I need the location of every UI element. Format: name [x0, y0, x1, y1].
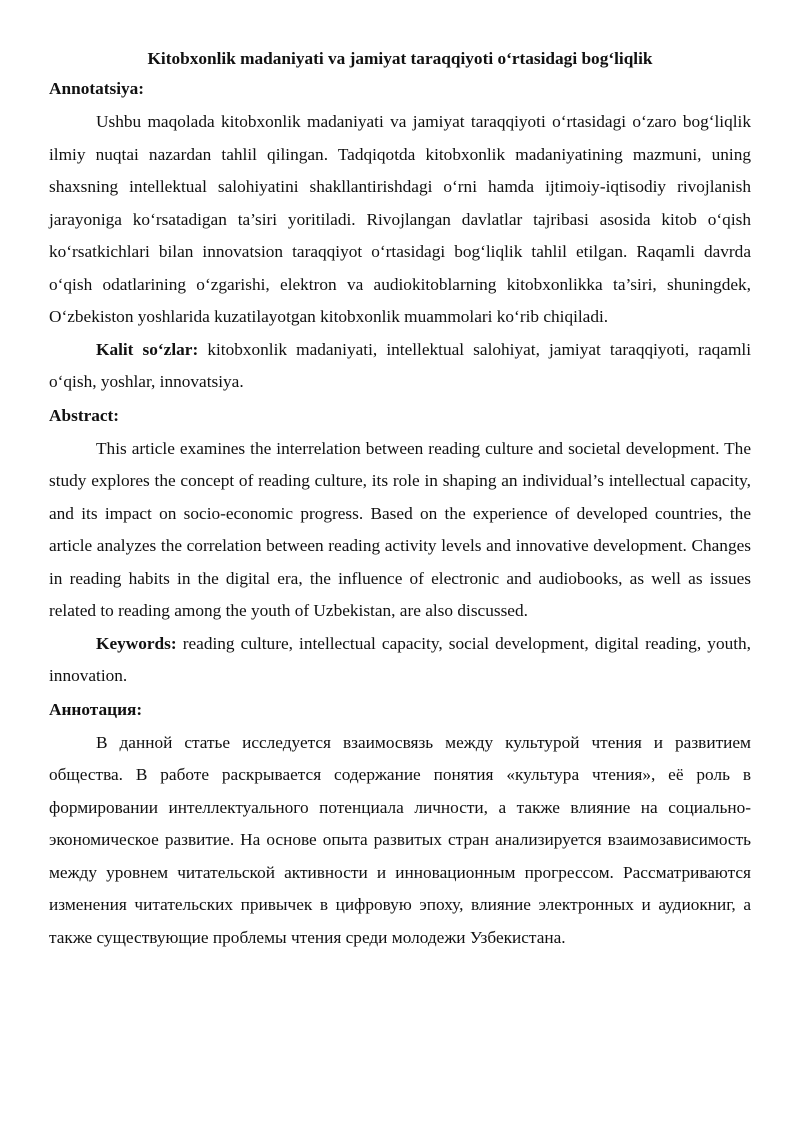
en-keywords-text: reading culture, intellectual capacity, social development, digital reading, youth, innovation. — [49, 633, 751, 685]
uz-keywords-text: kitobxonlik madaniyati, intellektual salohiyat, jamiyat taraqqiyoti, raqamli o‘qish, yoshlar, innovatsiya. — [49, 339, 752, 391]
en-keywords — [49, 628, 751, 693]
en-abstract-body: This article examines the interrelation between reading culture and societal development. The study explores the concept of reading culture, its role in shaping an individual’s intellectual capacity, and its impact on socio-economic progress. Based on the experience of developed countries, the article analyzes the correlation between reading activity levels and innovative development. Changes in reading habits in the digital era, the influence of electronic and audiobooks, as well as issues related to reading among the youth of Uzbekistan, are also discussed. — [49, 438, 751, 620]
uz-keywords — [49, 334, 751, 399]
uz-annotation-body: Ushbu maqolada kitobxonlik madaniyati va jamiyat taraqqiyoti o‘rtasidagi o‘zaro bog‘liqlik ilmiy nuqtai nazardan tahlil qilingan. Tadqiqotda kitobxonlik madaniyatining mazmuni, uning shaxsning intellektual salohiyatini shakllantirishdagi o‘rni hamda ijtimoiy-iqtisodiy rivojlanish jarayoniga ko‘rsatadigan ta’siri yoritiladi. Rivojlangan davlatlar tajribasi asosida kitob o‘qish ko‘rsatkichlari bilan innovatsion taraqqiyot o‘rtasidagi bog‘liqlik tahlil etilgan. Raqamli davrda o‘qish odatlarining o‘zgarishi, elektron va audiokitoblarning kitobxonlikka ta’siri, shuningdek, O‘zbekiston yoshlarida kuzatilayotgan kitobxonlik muammolari ko‘rib chiqiladi. — [49, 112, 751, 326]
uz-annotation-heading: Annotatsiya: — [49, 79, 145, 98]
ru-annotation-heading: Аннотация: — [49, 699, 143, 719]
article-page — [49, 46, 751, 954]
article-title: Kitobxonlik madaniyati va jamiyat taraqqiyoti o‘rtasidagi bog‘liqlik — [147, 49, 653, 68]
ru-annotation-body: В данной статье исследуется взаимосвязь между культурой чтения и развитием общества. В работе раскрывается содержание понятия «культура чтения», её роль в формировании интеллектуального потенциала личности, а также влияние на социально-экономическое развитие. На основе опыта развитых стран анализируется взаимозависимость между уровнем читательской активности и инновационным прогрессом. Рассматриваются изменения читательских привычек в цифровую эпоху, влияние электронных и аудиокниг, а также существующие проблемы чтения среди молодежи Узбекистана. — [49, 732, 751, 947]
en-abstract-heading: Abstract: — [49, 405, 120, 425]
uz-keywords-label: Kalit so‘zlar: — [96, 339, 199, 359]
en-keywords-label: Keywords: — [96, 633, 177, 653]
